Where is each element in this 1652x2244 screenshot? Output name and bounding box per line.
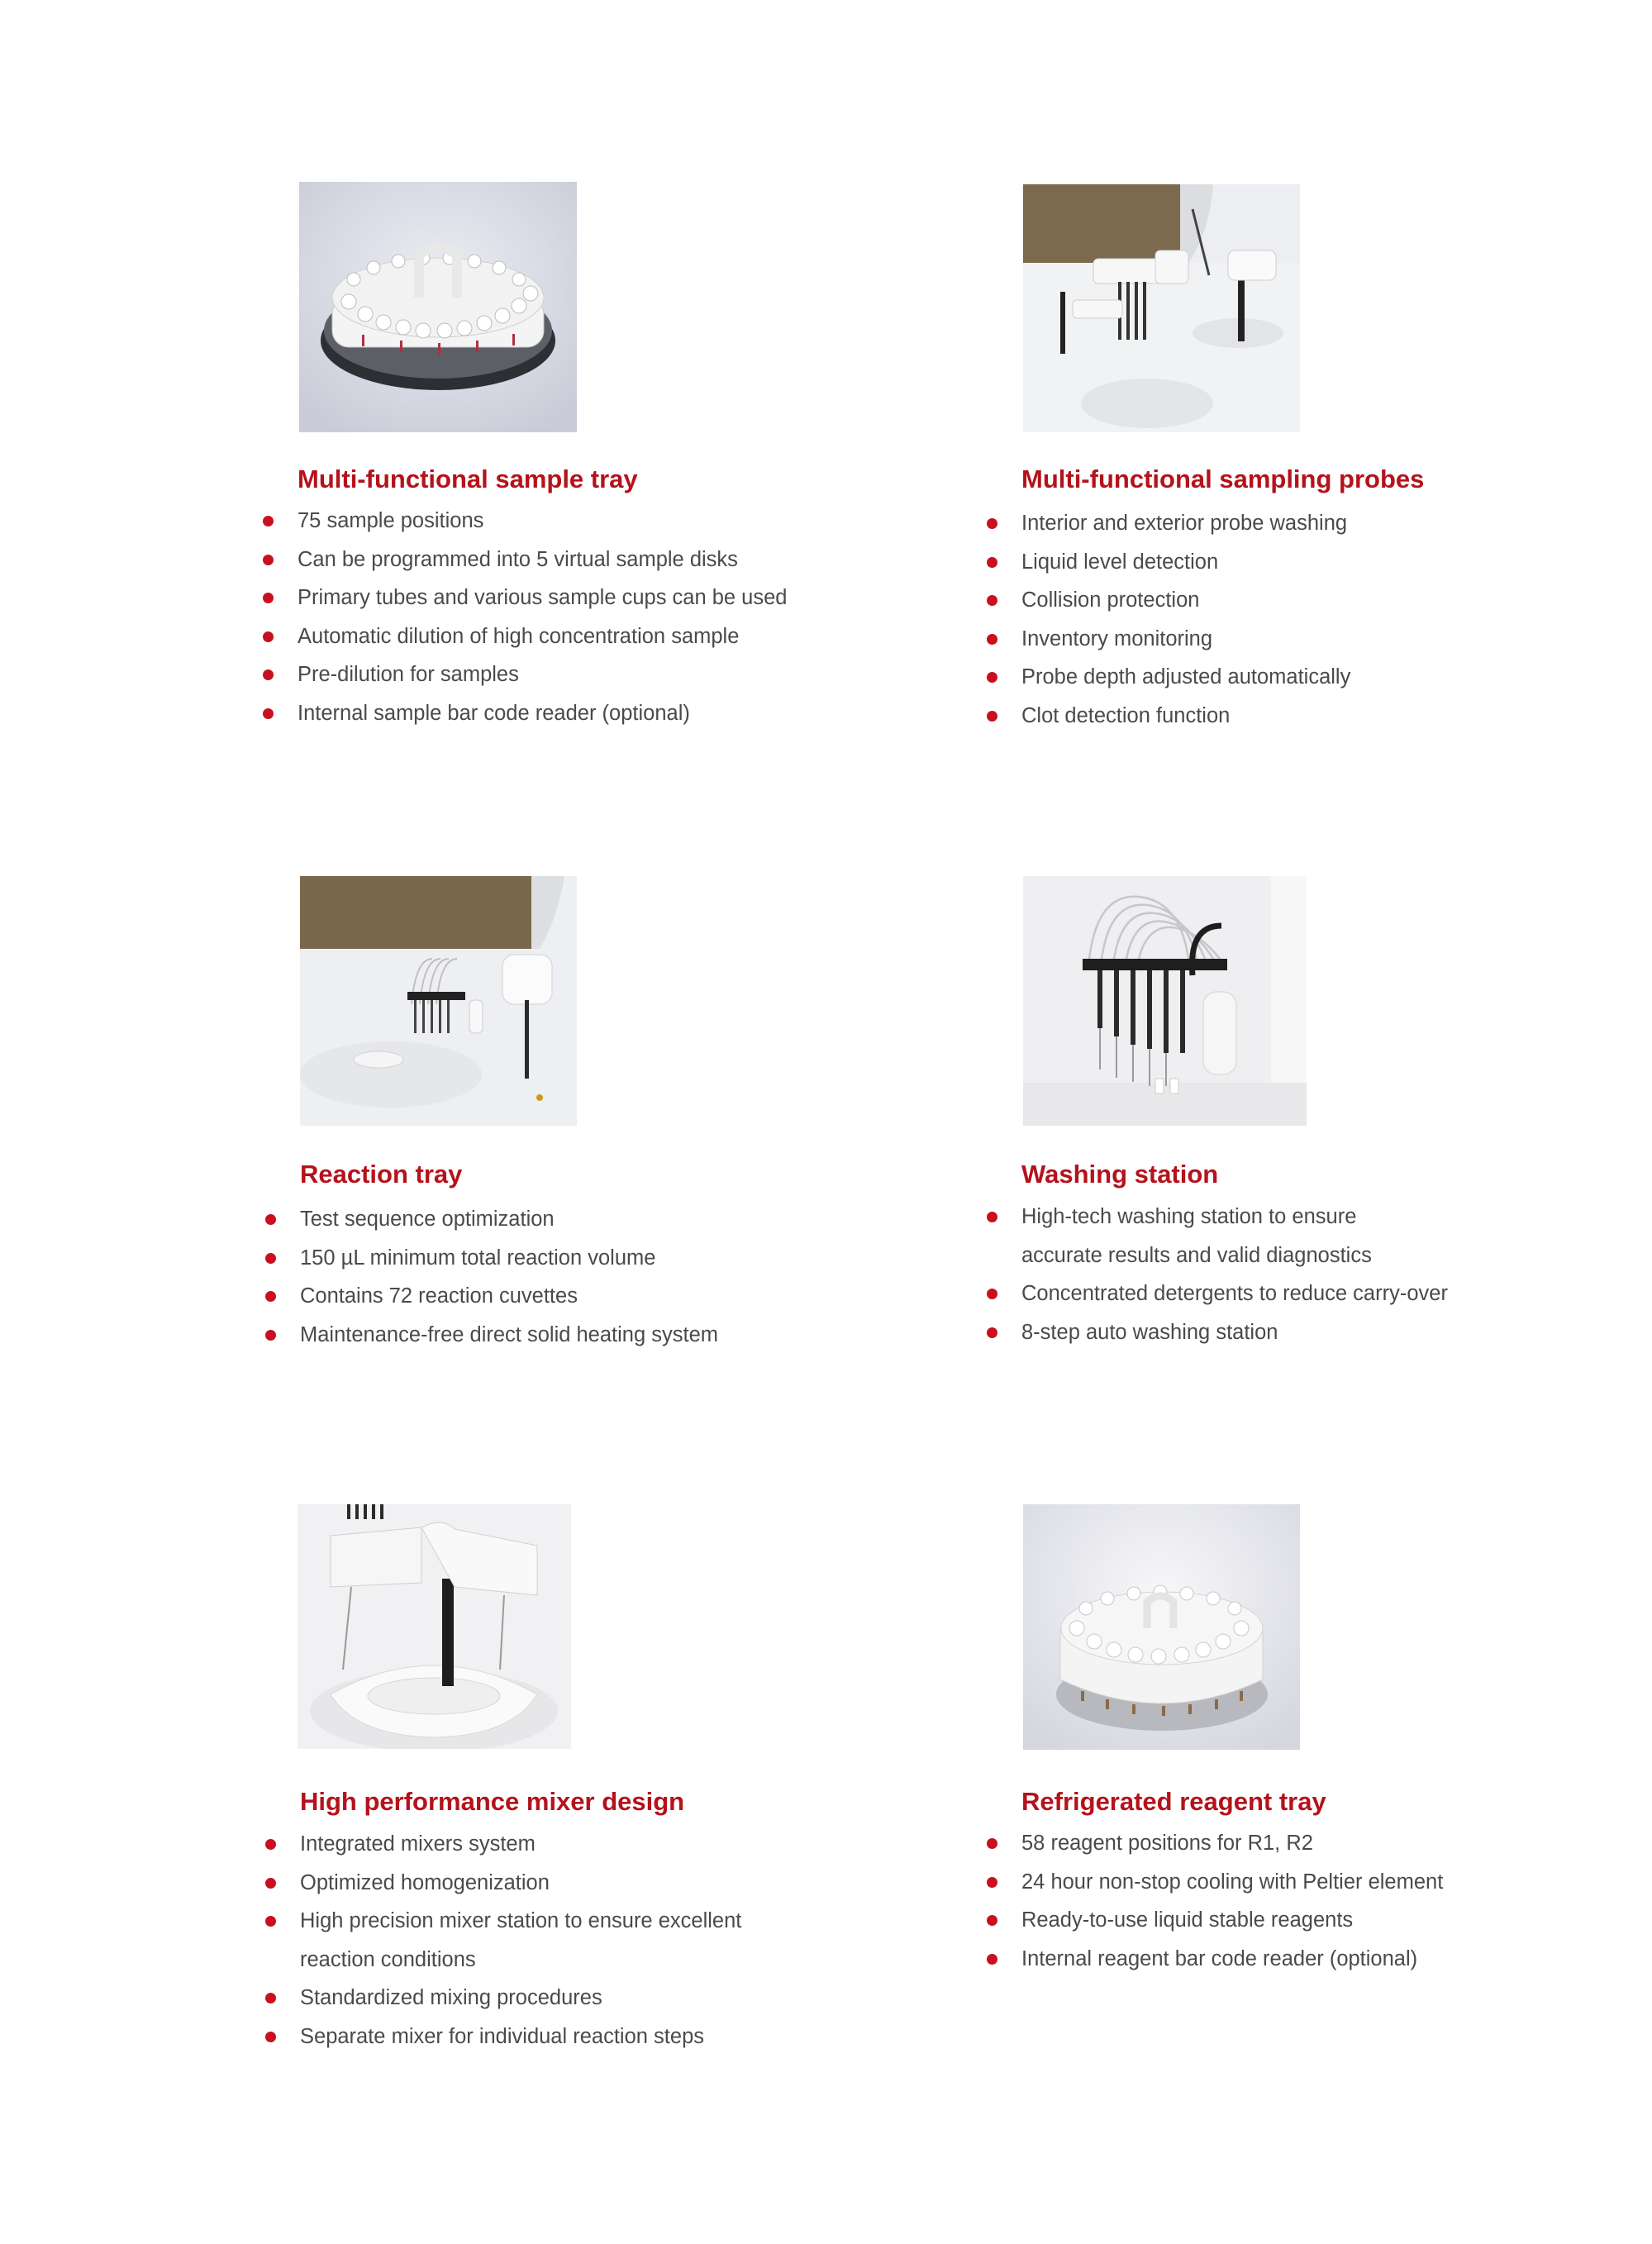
feature-list — [1021, 504, 1350, 735]
bullet-icon — [265, 1253, 276, 1264]
reaction-tray-photo — [300, 876, 577, 1126]
section-title: Refrigerated reagent tray — [1021, 1787, 1326, 1816]
list-item: Clot detection function — [1021, 697, 1350, 736]
list-item: 58 reagent positions for R1, R2 — [1021, 1824, 1443, 1863]
bullet-icon — [265, 1291, 276, 1302]
list-item: 8-step auto washing station — [1021, 1313, 1448, 1352]
list-item: Probe depth adjusted automatically — [1021, 658, 1350, 697]
list-item: Internal sample bar code reader (optional) — [298, 694, 787, 733]
list-item: Test sequence optimization — [300, 1200, 718, 1239]
list-item: High precision mixer station to ensure excellent — [300, 1902, 741, 1941]
reagent-tray-photo — [1023, 1504, 1300, 1750]
bullet-icon — [263, 631, 274, 642]
list-item: 24 hour non-stop cooling with Peltier element — [1021, 1863, 1443, 1902]
bullet-icon — [265, 1839, 276, 1850]
list-item: 150 µL minimum total reaction volume — [300, 1239, 718, 1278]
list-item: Pre-dilution for samples — [298, 655, 787, 694]
list-item: Standardized mixing procedures — [300, 1979, 741, 2018]
list-item: Inventory monitoring — [1021, 620, 1350, 659]
list-item: Ready-to-use liquid stable reagents — [1021, 1901, 1443, 1940]
list-item: Concentrated detergents to reduce carry-over — [1021, 1274, 1448, 1313]
list-item: Automatic dilution of high concentration sample — [298, 617, 787, 656]
bullet-icon — [987, 557, 997, 568]
feature-list — [300, 1825, 741, 2056]
bullet-icon — [987, 1212, 997, 1222]
washing-station-photo — [1023, 876, 1307, 1126]
bullet-icon — [987, 518, 997, 529]
bullet-icon — [265, 1330, 276, 1341]
section-title: High performance mixer design — [300, 1787, 685, 1816]
list-item: Can be programmed into 5 virtual sample disks — [298, 541, 787, 579]
list-item: accurate results and valid diagnostics — [1021, 1243, 1372, 1267]
bullet-icon — [987, 1327, 997, 1338]
list-item: Primary tubes and various sample cups can be used — [298, 579, 787, 617]
sample-tray-photo — [299, 182, 577, 432]
list-item: Collision protection — [1021, 581, 1350, 620]
list-item: High-tech washing station to ensure — [1021, 1198, 1448, 1236]
list-item: Liquid level detection — [1021, 543, 1350, 582]
bullet-icon — [263, 555, 274, 565]
bullet-icon — [263, 669, 274, 680]
sampling-probes-photo — [1023, 184, 1300, 432]
list-item: Contains 72 reaction cuvettes — [300, 1277, 718, 1316]
bullet-icon — [265, 1993, 276, 2003]
list-item: Optimized homogenization — [300, 1864, 741, 1903]
section-title: Multi-functional sample tray — [298, 465, 638, 493]
list-item: Internal reagent bar code reader (optional) — [1021, 1940, 1443, 1979]
bullet-icon — [987, 1838, 997, 1849]
bullet-icon — [987, 595, 997, 606]
list-item: reaction conditions — [300, 1947, 476, 1971]
list-item: Interior and exterior probe washing — [1021, 504, 1350, 543]
bullet-icon — [987, 1915, 997, 1926]
feature-list — [300, 1200, 718, 1354]
bullet-icon — [265, 1916, 276, 1927]
bullet-icon — [263, 708, 274, 719]
feature-list — [1021, 1198, 1448, 1351]
bullet-icon — [987, 711, 997, 722]
bullet-icon — [987, 1954, 997, 1965]
bullet-icon — [265, 2032, 276, 2042]
list-item: 75 sample positions — [298, 502, 787, 541]
section-title: Washing station — [1021, 1160, 1219, 1189]
list-item: Integrated mixers system — [300, 1825, 741, 1864]
feature-list — [1021, 1824, 1443, 1978]
bullet-icon — [263, 516, 274, 526]
bullet-icon — [265, 1878, 276, 1889]
list-item: Separate mixer for individual reaction steps — [300, 2018, 741, 2056]
bullet-icon — [987, 1877, 997, 1888]
list-item: Maintenance-free direct solid heating system — [300, 1316, 718, 1355]
bullet-icon — [265, 1214, 276, 1225]
bullet-icon — [263, 593, 274, 603]
feature-list — [298, 502, 787, 732]
bullet-icon — [987, 672, 997, 683]
mixer-photo — [298, 1504, 571, 1749]
bullet-icon — [987, 634, 997, 645]
section-title: Multi-functional sampling probes — [1021, 465, 1425, 493]
section-title: Reaction tray — [300, 1160, 463, 1189]
bullet-icon — [987, 1289, 997, 1299]
